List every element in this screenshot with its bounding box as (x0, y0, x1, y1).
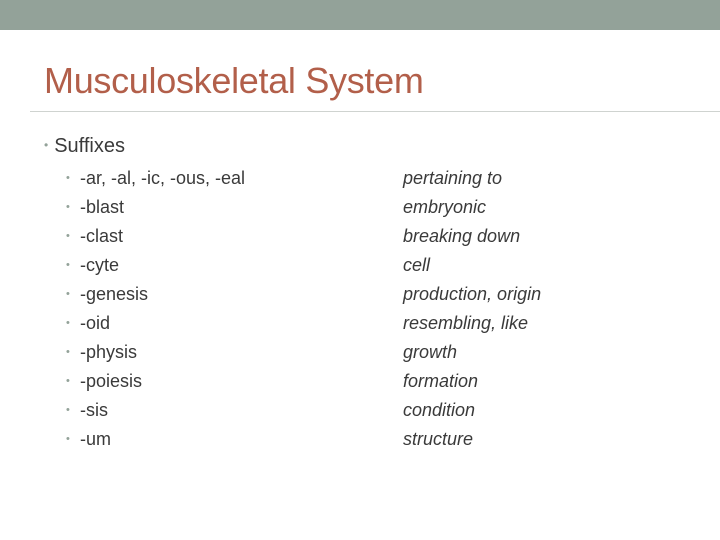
suffix-list (66, 164, 706, 454)
suffix-text: -sis (80, 400, 108, 420)
bullet-icon: • (66, 317, 70, 329)
suffix-text: -physis (80, 342, 138, 362)
bullet-icon: • (66, 375, 70, 387)
suffix-text: -genesis (80, 284, 149, 304)
list-item (66, 193, 706, 222)
list-item (66, 425, 706, 454)
suffix-text: -cyte (80, 255, 120, 275)
slide-title: Musculoskeletal System (44, 60, 424, 101)
bullet-label: Suffixes (54, 135, 125, 157)
list-item (66, 222, 706, 251)
list-item (66, 396, 706, 425)
suffix-text: -ar, -al, -ic, -ous, -eal (80, 168, 246, 188)
bullet-icon: • (66, 346, 70, 358)
top-accent-bar (0, 0, 720, 30)
list-item (66, 338, 706, 367)
bullet-icon: • (44, 138, 49, 152)
suffix-text: -um (80, 429, 111, 449)
meaning-text: cell (403, 255, 431, 275)
meaning-text: production, origin (403, 284, 542, 304)
list-item (66, 164, 706, 193)
bullet-icon: • (66, 259, 70, 271)
bullet-icon: • (66, 230, 70, 242)
list-item (66, 309, 706, 338)
suffix-text: -oid (80, 313, 111, 333)
title-divider (30, 111, 720, 112)
bullet-icon: • (66, 433, 70, 445)
suffix-text: -clast (80, 226, 124, 246)
bullet-icon: • (66, 404, 70, 416)
meaning-text: pertaining to (403, 168, 503, 188)
bullet-icon: • (66, 172, 70, 184)
bullet-icon: • (66, 288, 70, 300)
meaning-text: structure (403, 429, 474, 449)
list-item (66, 367, 706, 396)
list-item (66, 280, 706, 309)
meaning-text: growth (403, 342, 458, 362)
suffix-text: -poiesis (80, 371, 143, 391)
meaning-text: formation (403, 371, 479, 391)
suffix-text: -blast (80, 197, 125, 217)
bullet-suffixes (44, 135, 125, 158)
bullet-icon: • (66, 201, 70, 213)
meaning-text: resembling, like (403, 313, 529, 333)
list-item (66, 251, 706, 280)
meaning-text: breaking down (403, 226, 521, 246)
meaning-text: condition (403, 400, 476, 420)
meaning-text: embryonic (403, 197, 487, 217)
